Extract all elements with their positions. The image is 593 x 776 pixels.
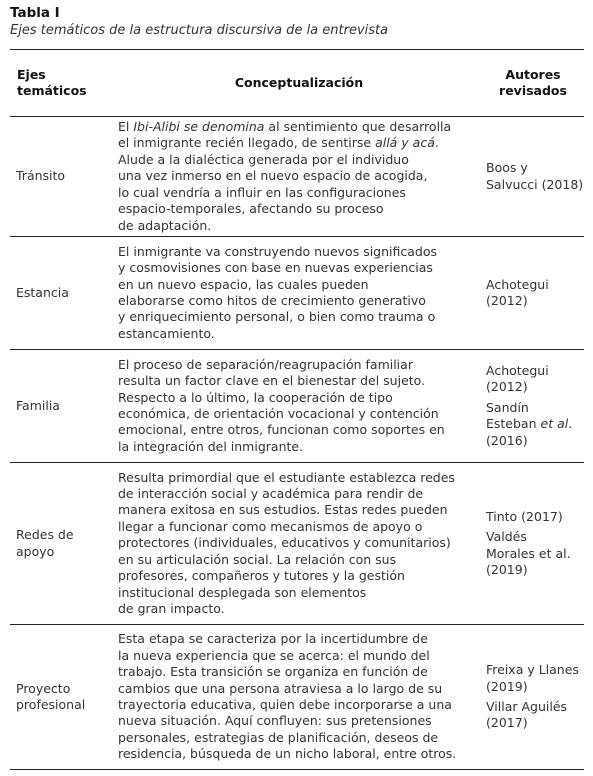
concept-line <box>118 486 480 502</box>
theme-cell <box>10 237 116 350</box>
author-reference <box>486 400 583 449</box>
concept-line <box>118 244 480 260</box>
concept-line <box>118 390 480 406</box>
authors-cell <box>482 625 584 770</box>
concept-line <box>118 681 480 697</box>
author-reference <box>486 529 583 578</box>
text-segment: Salvucci (2018) <box>486 176 584 192</box>
authors-cell <box>482 117 584 237</box>
text-segment: personales, estrategias de planificación, deseos de <box>118 729 439 745</box>
text-segment: la nueva experiencia que se acerca: el mundo del <box>118 647 430 663</box>
concept-line <box>118 185 480 201</box>
theme-label: Proyecto <box>16 680 71 696</box>
author-line <box>486 529 583 545</box>
table-row <box>10 625 584 770</box>
document-page <box>10 5 584 770</box>
concept-cell <box>116 463 482 625</box>
text-segment: profesores, compañeros y tutores y la gestión <box>118 568 405 584</box>
theme-label: apoyo <box>16 543 55 559</box>
table-caption: Ejes temáticos de la estructura discursiva de la entrevista <box>10 23 389 38</box>
text-segment: Esteban <box>486 416 541 432</box>
author-line <box>486 562 583 578</box>
concept-cell <box>116 117 482 237</box>
author-line <box>486 433 583 449</box>
text-segment: el inmigrante recién llegado, de sentirse <box>118 135 376 151</box>
text-segment: allá y acá <box>375 135 435 151</box>
author-line <box>486 160 583 176</box>
text-segment: (2012) <box>486 293 528 308</box>
text-segment: residencia, búsqueda de un nicho laboral, entre otros. <box>118 746 457 762</box>
text-segment: institucional desplegada son elementos <box>118 584 367 600</box>
author-line <box>486 679 583 695</box>
text-segment: Ibi-Alibi se denomina <box>133 119 265 135</box>
header-authors-line: revisados <box>499 83 567 98</box>
concept-line <box>118 568 480 584</box>
theme-label: Familia <box>16 397 60 413</box>
text-segment: y cosmovisiones con base en nuevas experiencias <box>118 260 433 276</box>
text-segment: trayectoria educativa, quien debe incorporarse a una <box>118 697 452 712</box>
text-segment: manera exitosa en sus estudios. Estas redes pueden <box>118 502 448 518</box>
text-segment: . <box>434 135 439 151</box>
concept-line <box>118 119 480 135</box>
text-segment: espacio-temporales, afectando su proceso <box>118 201 384 217</box>
concept-line <box>118 601 480 617</box>
text-segment: resulta un factor clave en el bienestar del sujeto. <box>118 373 426 389</box>
text-segment: al sentimiento que desarrolla <box>264 119 452 135</box>
concept-line <box>118 201 480 217</box>
table-row <box>10 350 584 463</box>
text-segment: Morales et al. <box>486 545 571 561</box>
text-segment: (2019) <box>486 561 528 577</box>
header-themes: Ejes temáticos <box>10 50 116 117</box>
concept-line <box>118 260 480 276</box>
concept-line <box>118 439 480 455</box>
theme-cell <box>10 625 116 770</box>
concept-line <box>118 713 480 729</box>
concept-line <box>118 730 480 746</box>
author-reference <box>486 160 583 193</box>
theme-cell <box>10 463 116 625</box>
header-concept: Conceptualización <box>116 50 482 117</box>
text-segment: (2019) <box>486 678 528 694</box>
text-segment: (2017) <box>486 715 528 731</box>
concept-line <box>118 309 480 325</box>
text-segment: et al <box>540 416 569 432</box>
author-reference <box>486 509 583 525</box>
text-segment: emocional, entre otros, funcionan como soportes en <box>118 422 445 438</box>
author-line <box>486 379 583 395</box>
text-segment: El proceso de separación/reagrupación familiar <box>118 356 413 372</box>
concept-line <box>118 746 480 762</box>
theme-label: Tránsito <box>16 168 66 184</box>
theme-cell <box>10 350 116 463</box>
text-segment: Valdés <box>486 529 527 545</box>
table-header <box>10 50 584 117</box>
text-segment: Villar Aguilés <box>486 699 568 714</box>
text-segment: trabajo. Esta transición se organiza en función de <box>118 664 428 680</box>
text-segment: Resulta primordial que el estudiante establezca redes <box>118 469 455 485</box>
table-row <box>10 463 584 625</box>
author-line <box>486 177 583 193</box>
text-segment: y enriquecimiento personal, o bien como trauma o <box>118 309 436 325</box>
text-segment: de interacción social y académica para rendir de <box>118 486 424 502</box>
theme-label: Redes de <box>16 527 74 543</box>
table-label: Tabla I <box>10 5 60 21</box>
author-reference <box>486 699 583 732</box>
author-line <box>486 662 583 678</box>
concept-line <box>118 152 480 168</box>
text-segment: de adaptación. <box>118 217 212 233</box>
concept-cell <box>116 237 482 350</box>
concept-line <box>118 552 480 568</box>
text-segment: en su articulación social. La relación con sus <box>118 551 397 567</box>
header-authors-line: Autores <box>505 67 561 82</box>
theme-cell <box>10 117 116 237</box>
text-segment: Boos y <box>486 160 528 176</box>
text-segment: Respecto a lo último, la cooperación de tipo <box>118 389 393 405</box>
authors-cell <box>482 237 584 350</box>
text-segment: Achotegui <box>486 362 549 378</box>
text-segment: la integración del inmigrante. <box>118 438 304 454</box>
concept-line <box>118 168 480 184</box>
text-segment: una vez inmerso en el nuevo espacio de acogida, <box>118 168 428 184</box>
concept-line <box>118 648 480 664</box>
text-segment: El inmigrante va construyendo nuevos significados <box>118 243 438 259</box>
concept-line <box>118 357 480 373</box>
text-segment: de gran impacto. <box>118 600 225 616</box>
text-segment: (2012) <box>486 379 528 395</box>
author-line <box>486 277 583 293</box>
author-line <box>486 509 583 525</box>
concept-line <box>118 502 480 518</box>
text-segment: lo cual vendría a influir en las configuraciones <box>118 184 406 200</box>
concept-line <box>118 697 480 713</box>
concept-line <box>118 422 480 438</box>
text-segment: El <box>118 119 134 135</box>
table-row <box>10 237 584 350</box>
themes-table <box>10 49 584 770</box>
concept-line <box>118 277 480 293</box>
concept-line <box>118 326 480 342</box>
concept-cell <box>116 350 482 463</box>
text-segment: Alude a la dialéctica generada por el individuo <box>118 151 409 167</box>
theme-label: profesional <box>16 697 86 712</box>
text-segment: protectores (individuales, educativos y comunitarios) <box>118 535 451 551</box>
concept-line <box>118 470 480 486</box>
author-line <box>486 546 583 562</box>
table-body <box>10 117 584 770</box>
author-line <box>486 363 583 379</box>
table-row <box>10 117 584 237</box>
concept-line <box>118 293 480 309</box>
author-reference <box>486 363 583 396</box>
header-row <box>10 50 584 117</box>
header-authors <box>482 50 584 117</box>
concept-line <box>118 218 480 234</box>
authors-cell <box>482 350 584 463</box>
concept-line <box>118 406 480 422</box>
text-segment: elaborarse como hitos de crecimiento generativo <box>118 293 426 308</box>
author-line <box>486 416 583 432</box>
theme-label: Estancia <box>16 284 69 300</box>
text-segment: en un nuevo espacio, las cuales pueden <box>118 276 369 292</box>
concept-line <box>118 535 480 551</box>
text-segment: cambios que una persona atraviesa a lo largo de su <box>118 680 443 696</box>
author-reference <box>486 277 583 310</box>
concept-line <box>118 519 480 535</box>
author-line <box>486 293 583 309</box>
author-line <box>486 400 583 416</box>
author-line <box>486 699 583 715</box>
concept-line <box>118 135 480 151</box>
text-segment: . <box>568 416 573 432</box>
authors-cell <box>482 463 584 625</box>
text-segment: (2016) <box>486 432 528 448</box>
text-segment: Sandín <box>486 399 529 415</box>
concept-line <box>118 373 480 389</box>
text-segment: estancamiento. <box>118 325 215 341</box>
author-line <box>486 715 583 731</box>
text-segment: Tinto (2017) <box>486 508 563 524</box>
text-segment: nueva situación. Aquí confluyen: sus pretensiones <box>118 713 432 729</box>
concept-line <box>118 664 480 680</box>
author-reference <box>486 662 583 695</box>
text-segment: económica, de orientación vocacional y contención <box>118 406 439 421</box>
concept-line <box>118 585 480 601</box>
concept-cell <box>116 625 482 770</box>
text-segment: Esta etapa se caracteriza por la incertidumbre de <box>118 631 428 647</box>
text-segment: Achotegui <box>486 276 549 292</box>
concept-line <box>118 631 480 647</box>
text-segment: Freixa y Llanes <box>486 662 579 678</box>
text-segment: llegar a funcionar como mecanismos de apoyo o <box>118 518 423 534</box>
